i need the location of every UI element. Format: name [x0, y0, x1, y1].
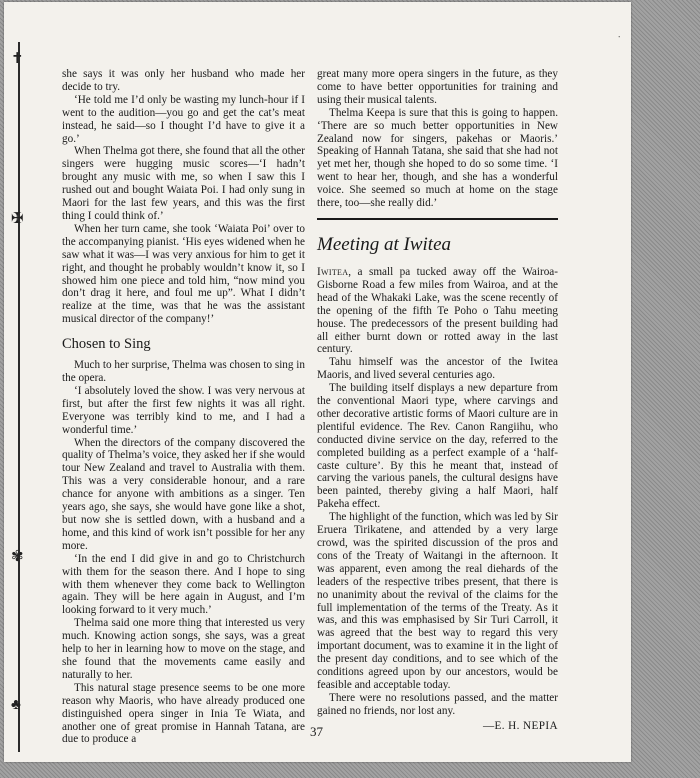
- paragraph: There were no resolutions passed, and the matter gained no friends, nor lost any.: [317, 691, 558, 717]
- paragraph: The highlight of the function, which was led by Sir Eruera Tirikatene, and attended by a very large crowd, was the spirited discussion of the pros and cons of the Treaty of Waitangi in the afternoon. It was apparent, even among the real diehards of the leaders of the respective tribes present, that there is no unanimity about the revival of the claims for the full implementation of the terms of the Treaty. As it was, and this was emphasised by Sir Turi Carroll, it was agreed that the best way to regard this very important document, was to examine it in the light of the present day conditions, and to see which of the conditions agreed upon by our ancestors, would be feasible and acceptable today.: [317, 511, 558, 691]
- paragraph: This natural stage presence seems to be one more reason why Maoris, who have already produced one distinguished opera singer in Inia Te Wiata, and another one of great promise in Hannah Tatana, are due to produce a: [62, 681, 305, 746]
- paragraph: ‘I absolutely loved the show. I was very nervous at first, but after the first few nights it was all right. Everyone was terribly kind to me, and I had a wonderful time.’: [62, 384, 305, 436]
- paragraph: ‘In the end I did give in and go to Christchurch with them for the season there. And I hope to sing with them whenever they come back to Wellington again. They will be here again in August, and I’m looking forward to it very much.’: [62, 552, 305, 617]
- paragraph: The building itself displays a new departure from the conventional Maori type, where carvings and other decorative artistic forms of Maori culture are in plentiful evidence. The Rev. Canon Rangiihu, who conducted divine service on the day, referred to the completed building as a perfect example of a ‘half-caste culture’. By this he meant that, instead of carving the various panels, the cultural designs have been painted, thereby giving a half Maori, half Pakeha effect.: [317, 382, 558, 511]
- section-divider: [317, 218, 558, 220]
- paragraph: she says it was only her husband who made her decide to try.: [62, 68, 305, 93]
- binding-ornament: ♣: [11, 697, 21, 713]
- paragraph: Thelma said one more thing that interested us very much. Knowing action songs, she says, was a great help to her in learning how to move on the stage, and she found that the movements came easily and naturally to her.: [62, 617, 305, 681]
- subheading-chosen-to-sing: Chosen to Sing: [62, 336, 151, 353]
- left-column: [62, 68, 305, 746]
- binding-ornament: ✠: [11, 211, 24, 227]
- binding-rule: [18, 42, 20, 752]
- lead-rest: , a small pa tucked away off the Wairoa-Gisborne Road a few miles from Wairoa, and at the head of the Whakaki Lake, was the scene recently of the opening of the fifth Te Poho o Tahu meeting house. The predecessors of the present building had all either burnt down or rotted away in the last century.: [317, 265, 558, 356]
- right-column: [317, 68, 558, 733]
- section-title: Meeting at Iwitea: [317, 233, 452, 255]
- paragraph: When her turn came, she took ‘Waiata Poi’ over to the accompanying pianist. ‘His eyes widened when he saw what it was—I was very anxious for him to get it right, and thought he probably wouldn’t know it, so I showed him one piece and told him, “now mind you don’t drag it here, and foul me up”. What I didn’t realize at the time, was that he was the assistant musical director of the company!’: [62, 222, 305, 326]
- paragraph: When Thelma got there, she found that all the other singers were hugging music scores—‘I hadn’t brought any music with me, so when I saw this I rushed out and bought Waiata Poi. I had only sung in Maori for the last few years, and this was the first thing I could think of.’: [62, 145, 305, 222]
- paragraph: Thelma Keepa is sure that this is going to happen. ‘There are so much better opportunities in New Zealand now for singers, pakehas or Maoris.’ Speaking of Hannah Tatana, she said that she had not yet met her, though she hoped to do so some time. ‘I went to hear her, though, and she has a wonderful voice. She seemed so much at home on the stage there, too—she really did.’: [317, 106, 558, 210]
- paragraph: great many more opera singers in the future, as they come to have better opportunities for training and using their musical talents.: [317, 68, 558, 106]
- lead-paragraph: [317, 266, 558, 356]
- scan-mark: ∙: [618, 32, 621, 43]
- binding-ornament: ✾: [11, 549, 24, 565]
- paragraph: Tahu himself was the ancestor of the Iwitea Maoris, and lived several centuries ago.: [317, 356, 558, 382]
- page-number: 37: [310, 724, 323, 739]
- paragraph: Much to her surprise, Thelma was chosen to sing in the opera.: [62, 359, 305, 385]
- paragraph: ‘He told me I’d only be wasting my lunch-hour if I went to the audition—you go and get the cat’s meat instead, he said—so I thought I’d have to give it a go.’: [62, 93, 305, 145]
- paragraph: When the directors of the company discovered the quality of Thelma’s voice, they asked her if she would tour New Zealand and travel to Australia with them. This was a very considerable honour, and a rare chance for anyone with ambitions as a singer. Ten years ago, she says, she would have gone like a shot, but now she is settled down, with a husband and a home, and this kind of work isn’t possible for her any more.: [62, 436, 305, 552]
- lead-word: Iwitea: [317, 265, 349, 278]
- binding-ornament: ✝: [11, 51, 24, 67]
- magazine-page: [4, 2, 631, 762]
- author-signature: —E. H. NEPIA: [482, 719, 558, 732]
